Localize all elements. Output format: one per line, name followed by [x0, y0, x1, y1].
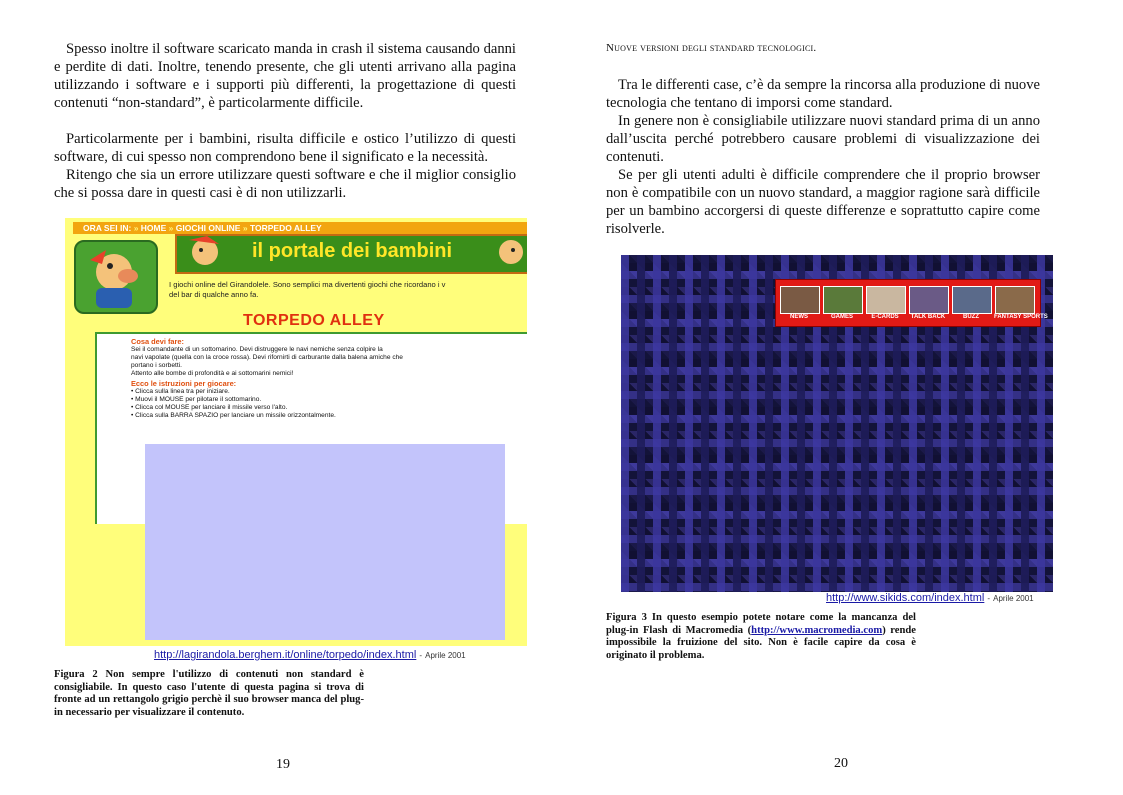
figure-2-source: http://lagirandola.berghem.it/online/torpedo/index.html - Aprile 2001 [154, 649, 466, 661]
left-paragraph-1: Spesso inoltre il software scaricato manda in crash il sistema causando danni e perdite di dati. Inoltre, tenendo presente, che gli utenti arrivano alla pagina utilizzando i software e i supporti più differenti, la progettazione di questi contenuti “non-standard”, è particolarmente difficile. [54, 41, 516, 111]
nav-thumb-news[interactable] [780, 286, 820, 314]
breadcrumb: ORA SEI IN: » HOME » GIOCHI ONLINE » TORPEDO ALLEY [73, 222, 527, 234]
figure-2-source-date: Aprile 2001 [425, 651, 466, 660]
mascot-logo [74, 240, 158, 314]
nav-label-games[interactable]: GAMES [830, 314, 853, 320]
page-number-left: 19 [276, 757, 290, 772]
section-title: Ecco le istruzioni per giocare: [131, 379, 237, 388]
portal-banner [175, 234, 527, 274]
breadcrumb-current: TORPEDO ALLEY [249, 223, 322, 233]
figure-3-source: http://www.sikids.com/index.html - Aprile 2001 [826, 592, 1034, 604]
left-paragraph-3: Ritengo che sia un errore utilizzare questi software e che il miglior consiglio che si possa dare in questi casi è di non utilizzarli. [54, 167, 516, 201]
figure-3-screenshot [621, 255, 1053, 592]
nav-thumb-fantasy[interactable] [995, 286, 1035, 314]
page-number-right: 20 [834, 756, 848, 771]
missing-plugin-placeholder [145, 444, 505, 640]
intro-text: I giochi online del Girandolele. Sono semplici ma divertenti giochi che ricordano i v del bar di qualche anno fa. [169, 280, 446, 299]
nav-thumb-games[interactable] [823, 286, 863, 314]
site-nav-bar [775, 279, 1048, 327]
figure-2-caption: Figura 2 Non sempre l'utilizzo di contenuti non standard è consigliabile. In questo caso l'utente di questa pagina si trova di fronte ad un rettangolo grigio perchè il suo browser manca del plug-in necessario per visualizzare il contenuto. [54, 669, 364, 718]
right-paragraph-3: Se per gli utenti adulti è difficile comprendere che il proprio browser non è compatibile con un nuovo standard, a maggior ragione sarà difficile per un bambino accorgersi di queste differenze e soprattutto capire come risolverle. [606, 167, 1040, 237]
nav-label-ecards[interactable]: E-CARDS [871, 314, 899, 320]
figure-3-source-date: Aprile 2001 [993, 594, 1034, 603]
nav-thumb-talkback[interactable] [909, 286, 949, 314]
breadcrumb-games[interactable]: GIOCHI ONLINE [175, 223, 241, 233]
game-title: TORPEDO ALLEY [243, 312, 385, 329]
figure-3-caption: Figura 3 In questo esempio potete notare come la mancanza del plug-in Flash di Macromedia (http://www.macromedia.com) rende impossibile la fruizione del sito. Non è facile capire da cosa è originato il problema. [606, 612, 916, 661]
nav-thumb-buzz[interactable] [952, 286, 992, 314]
nav-thumb-ecards[interactable] [866, 286, 906, 314]
nav-label-news[interactable]: NEWS [790, 314, 808, 320]
right-paragraph-2: In genere non è consigliabile utilizzare nuovi standard prima di un anno dall’uscita perché potrebbero causare problemi di visualizzazione dei contenuti. [606, 113, 1040, 165]
macromedia-link[interactable]: http://www.macromedia.com [751, 624, 883, 636]
mascot-icon [76, 242, 156, 312]
figure-2-screenshot [65, 218, 527, 646]
cartoon-character-icon [489, 236, 527, 272]
figure-3-source-link[interactable]: http://www.sikids.com/index.html [826, 592, 985, 604]
game-instructions: Cosa devi fare: Sei il comandante di un sottomarino. Devi distruggere le navi nemiche senza colpire la navi vapolate (quella con la croce rossa). Devi rifornirti di carburante dalla balena amiche che portano i sorbetti. Attento alle bombe di profondità e ai sottomarini nemici! Ecco le istruzioni per giocare: • Clicca sulla linea tra per iniziare. • Muovi il MOUSE per pilotare il sottomarino. • Clicca col MOUSE per lanciare il missile verso l'alto. • Clicca sulla BARRA SPAZIO per lanciare un missile orizzontalmente. [131, 338, 473, 438]
breadcrumb-home[interactable]: HOME [140, 223, 167, 233]
banner-title: il portale dei bambini [252, 240, 453, 262]
cartoon-character-icon [179, 236, 239, 272]
nav-label-talkback[interactable]: TALK BACK [910, 314, 946, 320]
section-title: Cosa devi fare: [131, 337, 184, 346]
right-paragraph-1: Tra le differenti case, c’è da sempre la rincorsa alla produzione di nuove tecnologia che tentano di imporsi come standard. [606, 77, 1040, 111]
breadcrumb-label: ORA SEI IN: [83, 223, 132, 233]
left-paragraph-2: Particolarmente per i bambini, risulta difficile e ostico l’utilizzo di questi software, di cui spesso non comprendono bene il significato e la necessità. [54, 131, 516, 165]
figure-2-source-link[interactable]: http://lagirandola.berghem.it/online/torpedo/index.html [154, 649, 417, 661]
section-heading: Nuove versioni degli standard tecnologici. [606, 42, 817, 54]
nav-label-buzz[interactable]: BUZZ [963, 314, 979, 320]
nav-label-fantasy[interactable]: FANTASY SPORTS [994, 314, 1048, 320]
